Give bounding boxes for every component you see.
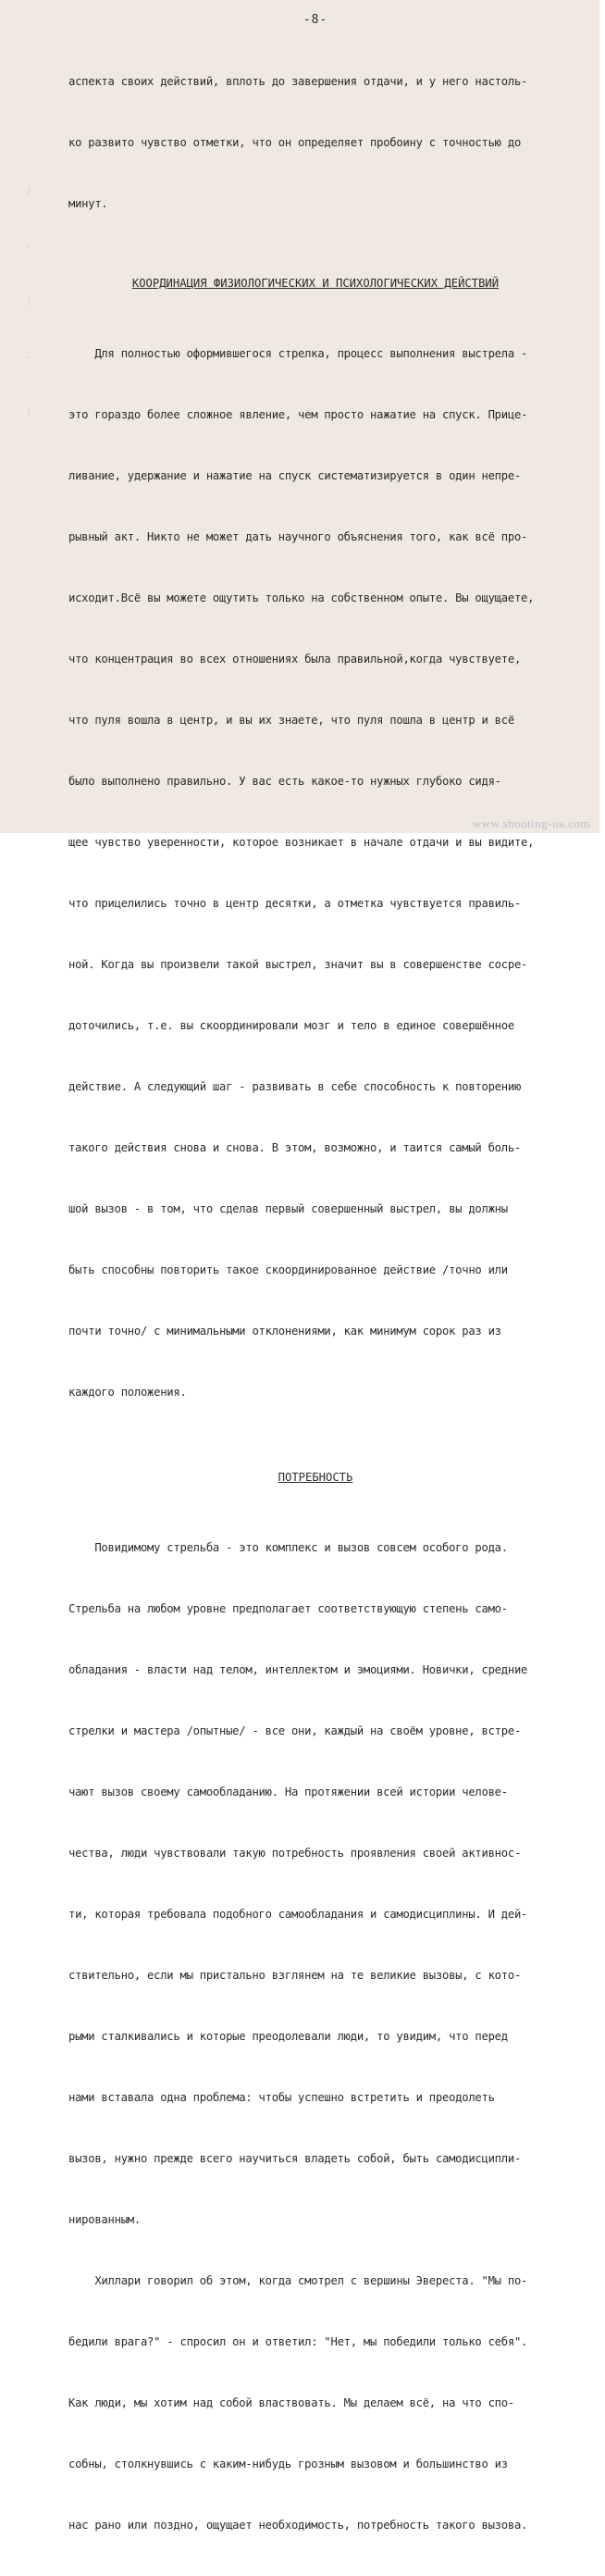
text-line: ной. Когда вы произвели такой выстрел, значит вы в совершенстве сосре-	[68, 958, 528, 971]
text-line: собны, столкнувшись с каким-нибудь грозным вызовом и большинство из	[68, 2458, 508, 2470]
text-line: быть способны повторить такое скоординированное действие /точно или	[68, 1263, 508, 1276]
text-line: вызов, нужно прежде всего научиться владеть собой, быть самодисципли-	[68, 2152, 522, 2165]
watermark: www.shooting-ua.com	[472, 816, 590, 830]
text-line: рывный акт. Никто не может дать научного объяснения того, как всё про-	[68, 530, 528, 543]
text-line: каждого положения.	[68, 1386, 187, 1399]
text-line: бедили врага?" - спросил он и ответил: "Нет, мы победили только себя".	[68, 2335, 528, 2348]
text-line: стрелки и мастера /опытные/ - все они, каждый на своём уровне, встре-	[68, 1724, 522, 1737]
text-line: что пуля вошла в центр, и вы их знаете, что пуля пошла в центр и всё	[68, 714, 514, 727]
text-line: ко развито чувство отметки, что он определяет пробоину с точностью до	[68, 136, 522, 149]
coordination-paragraph	[68, 303, 562, 1443]
text-line: исходит.Всё вы можете ощутить только на собственном опыте. Вы ощущаете,	[68, 591, 535, 604]
section-heading-need: ПОТРЕБНОСТЬ	[278, 1471, 353, 1484]
text-line: такого действия снова и снова. В этом, возможно, и таится самый боль-	[68, 1141, 522, 1154]
text-line: аспекта своих действий, вплоть до завершения отдачи, и у него настоль-	[68, 75, 528, 88]
text-line: обладания - власти над телом, интеллектом и эмоциями. Новички, средние	[68, 1663, 528, 1676]
text-line: ливание, удержание и нажатие на спуск систематизируется в один непре-	[68, 469, 522, 482]
margin-punch-marks: ⁞ · ⁞ · ⁞	[26, 185, 32, 419]
text-line: нами вставала одна проблема: чтобы успешно встретить и преодолеть	[68, 2091, 495, 2104]
text-line: Для полностью оформившегося стрелка, процесс выполнения выстрела -	[68, 347, 528, 360]
text-line: минут.	[68, 197, 108, 210]
section-heading-coordination: КООРДИНАЦИЯ ФИЗИОЛОГИЧЕСКИХ И ПСИХОЛОГИЧЕСКИХ ДЕЙСТВИЙ	[131, 277, 500, 290]
text-line: шой вызов - в том, что сделав первый совершенный выстрел, вы должны	[68, 1202, 508, 1215]
text-line: ти, которая требовала подобного самообладания и самодисциплины. И дей-	[68, 1908, 528, 1921]
text-line: нас рано или поздно, ощущает необходимость, потребность такого вызова.	[68, 2519, 528, 2532]
text-line: нированным.	[68, 2213, 141, 2226]
text-line: что концентрация во всех отношениях была правильной,когда чувствуете,	[68, 653, 522, 666]
intro-paragraph	[68, 31, 562, 255]
text-line: ствительно, если мы пристально взглянем на те великие вызовы, с кото-	[68, 1969, 522, 1982]
text-line: чают вызов своему самообладанию. На протяжении всей истории челове-	[68, 1786, 508, 1798]
text-line: доточились, т.е. вы скоординировали мозг и тело в единое совершённое	[68, 1019, 514, 1032]
text-line: почти точно/ с минимальными отклонениями, как минимум сорок раз из	[68, 1325, 501, 1338]
text-line: Стрельба на любом уровне предполагает соответствующую степень само-	[68, 1602, 508, 1615]
text-line: Повидимому стрельба - это комплекс и вызов совсем особого рода.	[68, 1541, 508, 1554]
text-line: Как люди, мы хотим над собой властвовать. Мы делаем всё, на что спо-	[68, 2396, 514, 2409]
text-line: что прицелились точно в центр десятки, а отметка чувствуется правиль-	[68, 897, 522, 910]
text-line: действие. А следующий шаг - развивать в себе способность к повторению	[68, 1080, 522, 1093]
text-line: Хиллари говорил об этом, когда смотрел с вершины Эвереста. "Мы по-	[68, 2274, 528, 2287]
text-line: было выполнено правильно. У вас есть какое-то нужных глубоко сидя-	[68, 775, 501, 788]
need-paragraph	[68, 1497, 562, 2576]
text-line: чества, люди чувствовали такую потребность проявления своей активнос-	[68, 1847, 522, 1860]
page-number: -8-	[302, 13, 328, 27]
text-line: рыми сталкивались и которые преодолевали люди, то увидим, что перед	[68, 2030, 508, 2043]
text-line: щее чувство уверенности, которое возникает в начале отдачи и вы видите,	[68, 836, 535, 849]
text-line: это гораздо более сложное явление, чем просто нажатие на спуск. Прице-	[68, 408, 528, 421]
